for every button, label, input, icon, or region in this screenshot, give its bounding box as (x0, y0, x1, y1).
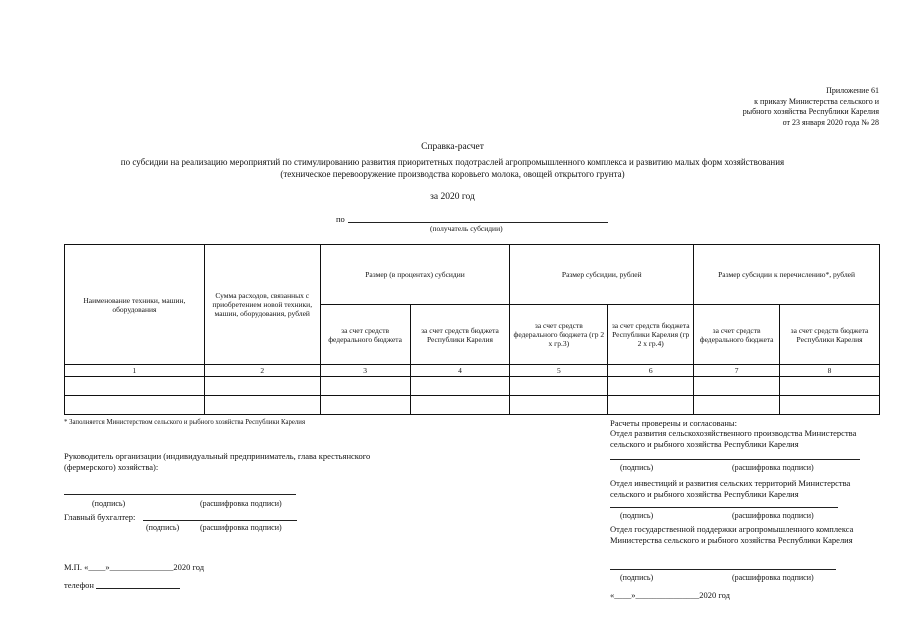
chief-accountant-label: Главный бухгалтер: (64, 512, 136, 522)
document-subtitle: по субсидии на реализацию мероприятий по стимулированию развития приоритетных подотраслей агропромышленного комплекса и развитию малых форм хозяйствования (120, 157, 785, 167)
appendix-line1: Приложение 61 (826, 86, 879, 95)
table-row[interactable] (65, 377, 880, 396)
header-sub-8: за счет средств бюджета Республики Карелия (780, 305, 880, 365)
header-rubles-group: Размер субсидии, рублей (510, 245, 694, 305)
recipient-hint: (получатель субсидии) (430, 224, 503, 233)
header-sub-7: за счет средств федерального бюджета (694, 305, 780, 365)
approval-date: «____»_______________2020 год (610, 590, 730, 600)
dept3-label: Отдел государственной поддержки агропромышленного комплекса Министерства сельского и рыбного хозяйства Республики Карелия (610, 524, 854, 545)
dept1-label: Отдел развития сельскохозяйственного производства Министерства сельского и рыбного хозяйства Республики Карелия (610, 428, 857, 449)
table-cell[interactable] (410, 377, 510, 396)
dept2-sign-hint: (подпись) (620, 511, 654, 520)
header-sub-4: за счет средств бюджета Республики Карелия (410, 305, 510, 365)
dept1-signature-line[interactable] (610, 459, 860, 460)
document-title: Справка-расчет (421, 142, 484, 152)
table-cell[interactable] (694, 377, 780, 396)
appendix-line3: рыбного хозяйства Республики Карелия (742, 107, 879, 116)
table-cell[interactable] (510, 377, 608, 396)
table-cell[interactable] (780, 396, 880, 415)
subsidy-table (64, 244, 880, 415)
column-number: 8 (780, 365, 880, 377)
header-transfer-group: Размер субсидии к перечислению*, рублей (694, 245, 880, 305)
head-sign-hint: (подпись) (92, 499, 126, 508)
table-cell[interactable] (608, 396, 694, 415)
table-cell[interactable] (410, 396, 510, 415)
phone-label: телефон (64, 580, 94, 590)
stamp-date: М.П. «____»_______________2020 год (64, 562, 205, 572)
column-number: 1 (65, 365, 205, 377)
header-percent-group: Размер (в процентах) субсидии (320, 245, 510, 305)
dept3-decode-hint: (расшифровка подписи) (732, 573, 814, 582)
column-number: 6 (608, 365, 694, 377)
column-number: 7 (694, 365, 780, 377)
table-cell[interactable] (510, 396, 608, 415)
document-subtitle-note: (техническое перевооружение производства коровьего молока, овощей открытого грунта) (280, 169, 625, 179)
head-of-organization-label: Руководитель организации (индивидуальный предприниматель, глава крестьянского (фермерского) хозяйства): (64, 451, 371, 472)
appendix-block (743, 86, 879, 128)
dept3-sign-hint: (подпись) (620, 573, 654, 582)
appendix-line2: к приказу Министерства сельского и (754, 96, 879, 106)
head-signature-line[interactable] (64, 494, 296, 495)
dept1-decode-hint: (расшифровка подписи) (732, 463, 814, 472)
report-year: за 2020 год (430, 192, 475, 202)
phone-field[interactable] (96, 588, 180, 589)
header-equipment-name: Наименование техники, машин, оборудования (65, 245, 205, 365)
table-cell[interactable] (65, 396, 205, 415)
header-expense-sum: Сумма расходов, связанных с приобретением новой техники, машин, оборудования, рублей (204, 245, 320, 365)
accountant-signature-line[interactable] (143, 520, 297, 521)
table-cell[interactable] (65, 377, 205, 396)
table-cell[interactable] (320, 396, 410, 415)
head-decode-hint: (расшифровка подписи) (200, 499, 282, 508)
footnote: * Заполняется Министерством сельского и рыбного хозяйства Республики Карелия (64, 419, 306, 426)
header-sub-6: за счет средств бюджета Республики Карелия (гр 2 х гр.4) (608, 305, 694, 365)
table-cell[interactable] (204, 396, 320, 415)
table-cell[interactable] (694, 396, 780, 415)
column-numbers-row (65, 365, 880, 377)
dept3-signature-line[interactable] (610, 569, 836, 570)
dept2-signature-line[interactable] (610, 507, 838, 508)
column-number: 3 (320, 365, 410, 377)
table-cell[interactable] (780, 377, 880, 396)
accountant-decode-hint: (расшифровка подписи) (200, 523, 282, 532)
header-sub-3: за счет средств федерального бюджета (320, 305, 410, 365)
appendix-line4: от 23 января 2020 года № 28 (782, 117, 879, 127)
accountant-sign-hint: (подпись) (146, 523, 180, 532)
checked-label: Расчеты проверены и согласованы: (610, 418, 737, 428)
table-row[interactable] (65, 396, 880, 415)
column-number: 4 (410, 365, 510, 377)
table-cell[interactable] (204, 377, 320, 396)
recipient-field[interactable] (348, 222, 608, 223)
table-cell[interactable] (320, 377, 410, 396)
column-number: 5 (510, 365, 608, 377)
dept2-label: Отдел инвестиций и развития сельских территорий Министерства сельского и рыбного хозяйства Республики Карелия (610, 478, 851, 499)
dept2-decode-hint: (расшифровка подписи) (732, 511, 814, 520)
header-sub-5: за счет средств федерального бюджета (гр 2 х гр.3) (510, 305, 608, 365)
recipient-prefix: по (336, 214, 345, 224)
dept1-sign-hint: (подпись) (620, 463, 654, 472)
column-number: 2 (204, 365, 320, 377)
table-cell[interactable] (608, 377, 694, 396)
